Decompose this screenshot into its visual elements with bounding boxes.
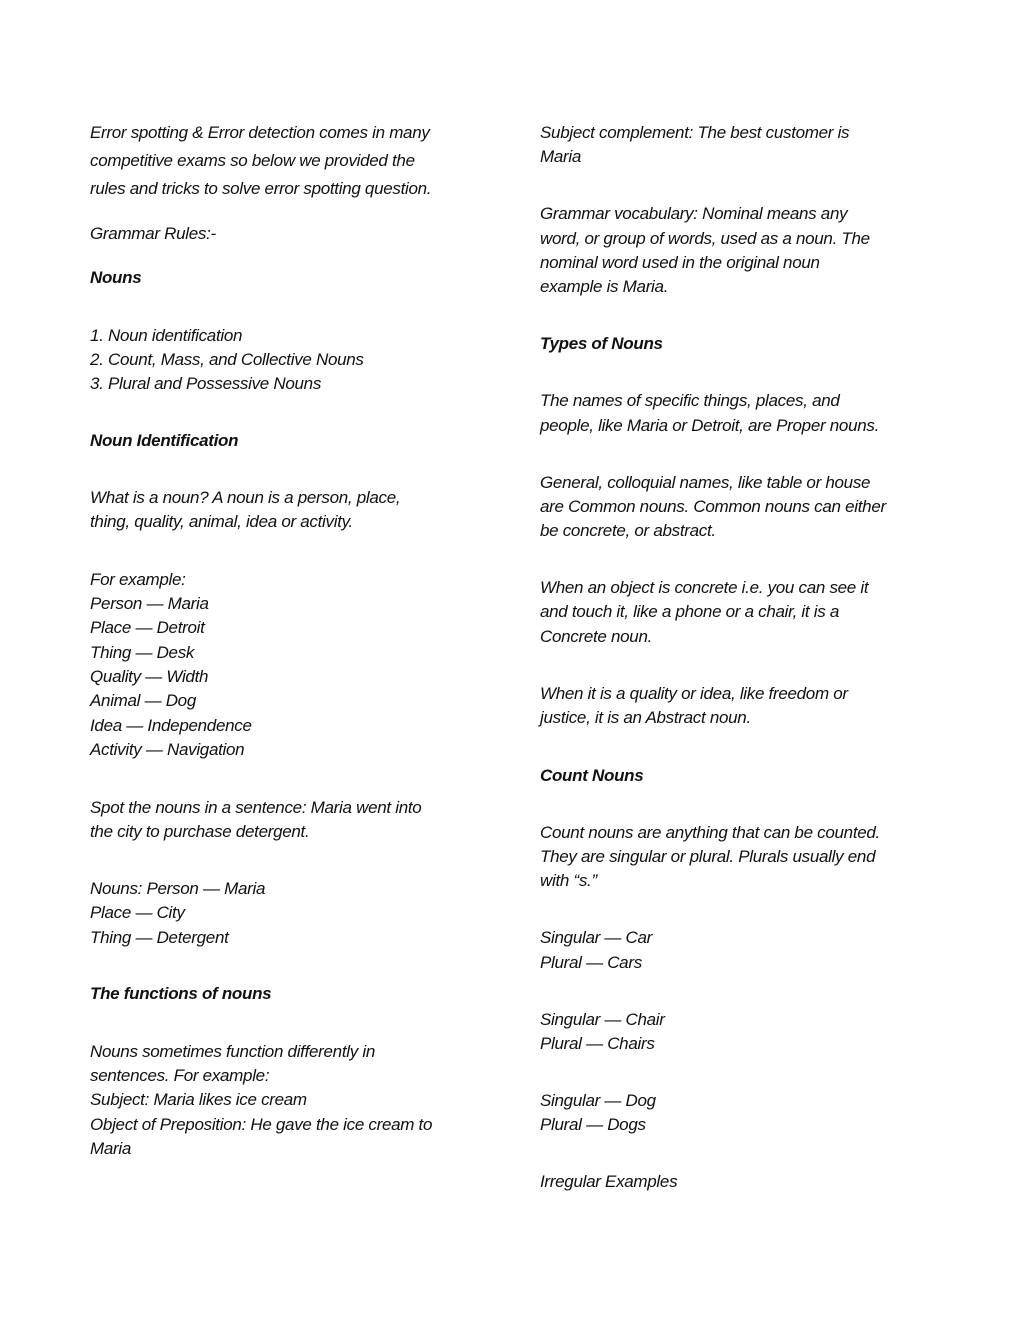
text-line: 2. Count, Mass, and Collective Nouns [90,350,364,369]
text-line: Count nouns are anything that can be counted. [540,823,880,842]
text-line: Subject: Maria likes ice cream [90,1090,307,1109]
text-line: Thing — Desk [90,643,195,662]
section-heading: Noun Identification [90,431,239,450]
text-line: For example: [90,570,186,589]
text-line: Nouns: Person — Maria [90,879,266,898]
text-line: Grammar vocabulary: Nominal means any [540,204,848,223]
text-line: What is a noun? A noun is a person, place, [90,488,401,507]
section-heading: Types of Nouns [540,334,663,353]
text-line: and touch it, like a phone or a chair, it is a [540,602,839,621]
text-line: thing, quality, animal, idea or activity. [90,512,353,531]
text-line: Nouns sometimes function differently in [90,1042,375,1061]
text-line: Irregular Examples [540,1172,678,1191]
text-line: Animal — Dog [90,691,196,710]
section-heading: The functions of nouns [90,984,272,1003]
text-line: nominal word used in the original noun [540,253,820,272]
text-line: Grammar Rules:- [90,224,216,243]
text-line: Error spotting & Error detection comes in many [90,123,430,142]
text-line: Activity — Navigation [90,740,245,759]
section-heading: Count Nouns [540,766,644,785]
text-line: Plural — Dogs [540,1115,646,1134]
text-line: When an object is concrete i.e. you can see it [540,578,869,597]
text-line: Object of Preposition: He gave the ice cream to [90,1115,433,1134]
text-line: Singular — Car [540,928,653,947]
text-line: Place — City [90,903,185,922]
text-line: are Common nouns. Common nouns can either [540,497,886,516]
text-line: 3. Plural and Possessive Nouns [90,374,322,393]
text-line: Singular — Chair [540,1010,665,1029]
text-line: The names of specific things, places, and [540,391,840,410]
text-line: General, colloquial names, like table or house [540,473,871,492]
text-line: Subject complement: The best customer is [540,123,850,142]
text-line: example is Maria. [540,277,669,296]
text-line: Concrete noun. [540,627,653,646]
text-line: the city to purchase detergent. [90,822,310,841]
text-line: rules and tricks to solve error spotting question. [90,179,432,198]
text-line: Singular — Dog [540,1091,656,1110]
text-line: Person — Maria [90,594,209,613]
text-line: with “s.” [540,871,597,890]
text-line: Place — Detroit [90,618,205,637]
text-line: justice, it is an Abstract noun. [540,708,751,727]
text-line: Idea — Independence [90,716,252,735]
text-line: people, like Maria or Detroit, are Proper nouns. [540,416,879,435]
text-line: Thing — Detergent [90,928,229,947]
text-line: word, or group of words, used as a noun. The [540,229,870,248]
text-line: Plural — Cars [540,953,642,972]
text-line: Quality — Width [90,667,209,686]
text-line: sentences. For example: [90,1066,270,1085]
section-heading: Nouns [90,268,142,287]
text-line: Maria [90,1139,132,1158]
text-line: When it is a quality or idea, like freedom or [540,684,848,703]
text-line: They are singular or plural. Plurals usually end [540,847,876,866]
text-line: 1. Noun identification [90,326,243,345]
text-line: competitive exams so below we provided the [90,151,415,170]
text-line: Maria [540,147,582,166]
text-line: Spot the nouns in a sentence: Maria went into [90,798,422,817]
text-line: be concrete, or abstract. [540,521,716,540]
text-line: Plural — Chairs [540,1034,655,1053]
